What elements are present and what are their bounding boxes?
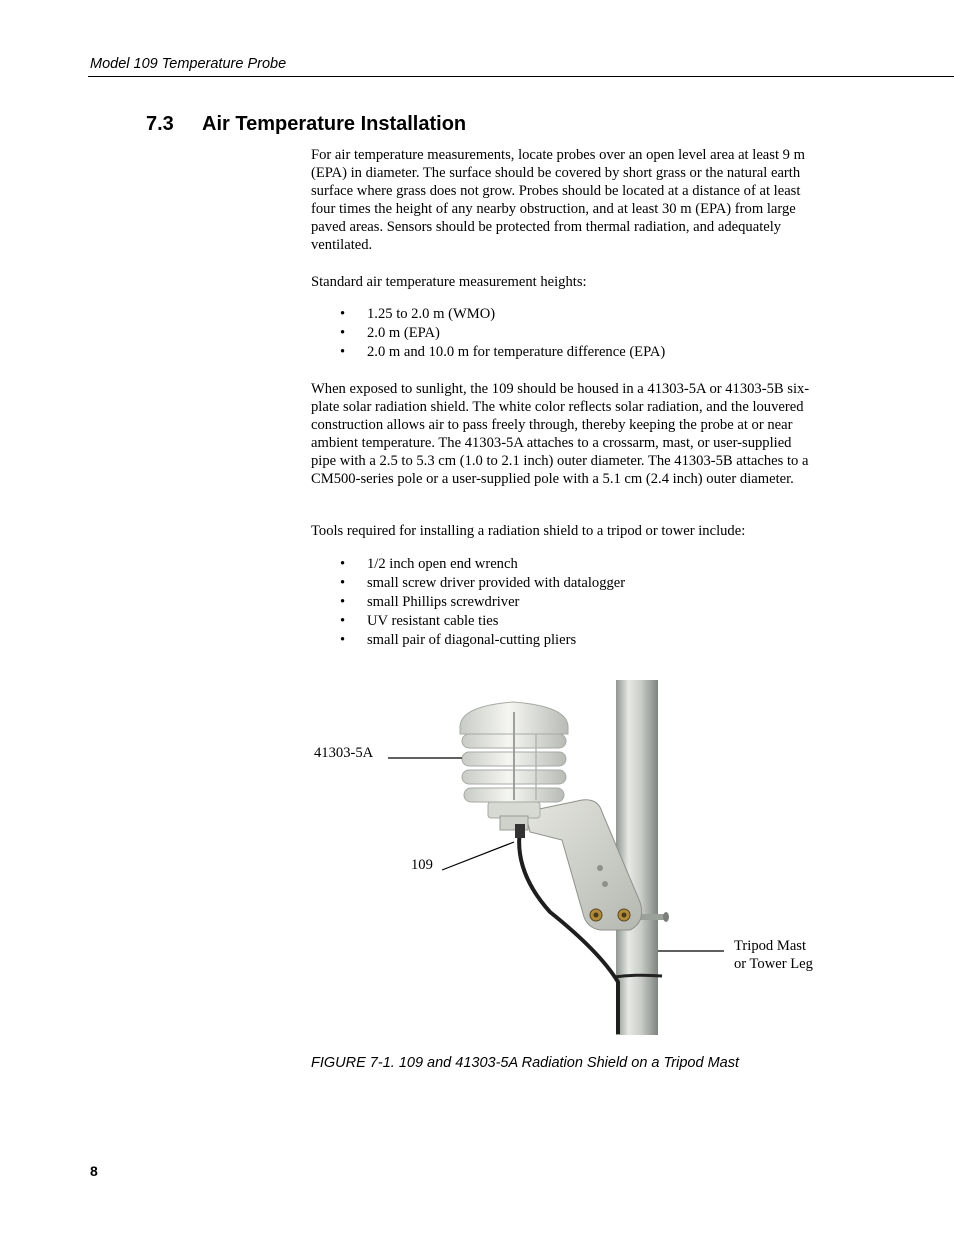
cable-tie <box>614 975 662 977</box>
probe-connector <box>515 824 525 838</box>
section-title: Air Temperature Installation <box>202 113 467 135</box>
list-item: • 1.25 to 2.0 m (WMO) <box>340 306 496 322</box>
list-item: • small Phillips screwdriver <box>340 594 520 610</box>
callout-mast <box>734 937 813 973</box>
paragraph-site-selection: For air temperature measurements, locate probes over an open level area at least 9 m (EPA) in diameter. The surface should be covered by short grass or the natural earth surface where grass does not grow. Probes should be located at a distance of at least four times the height of any nearby obstruction, and at least 30 m (EPA) from large paved areas. Sensors should be protected from thermal radiation, and adequately ventilated. <box>311 147 805 253</box>
list-item: • small screw driver provided with datalogger <box>340 575 626 591</box>
figure-caption: FIGURE 7-1. 109 and 41303-5A Radiation Shield on a Tripod Mast <box>311 1055 739 1071</box>
bullet-icon: • <box>340 632 346 648</box>
bullet-icon: • <box>340 556 346 572</box>
bullet-icon: • <box>340 613 346 629</box>
bullet-icon: • <box>340 344 346 360</box>
paragraph-heights-intro: Standard air temperature measurement heights: <box>311 274 587 290</box>
bullet-icon: • <box>340 325 346 341</box>
running-header: Model 109 Temperature Probe <box>90 56 287 72</box>
callout-probe: 109 <box>411 857 433 873</box>
list-item: • 1/2 inch open end wrench <box>340 556 518 572</box>
callout-shield: 41303-5A <box>314 745 374 761</box>
header-rule <box>88 76 954 77</box>
shield-on-mast-illustration <box>300 672 860 1042</box>
list-item: • 2.0 m (EPA) <box>340 325 440 341</box>
callout-mast-line1: Tripod Mast <box>734 938 807 954</box>
list-item: • 2.0 m and 10.0 m for temperature difference (EPA) <box>340 344 666 360</box>
tripod-mast <box>616 680 658 1035</box>
section-number: 7.3 <box>146 113 174 135</box>
paragraph-radiation-shield: When exposed to sunlight, the 109 should be housed in a 41303-5A or 41303-5B six-plate solar radiation shield. The white color reflects solar radiation, and the louvered construction allows air to pass freely through, thereby keeping the probe at or near ambient temperature. The 41303-5A attaches to a crossarm, mast, or user-supplied pipe with a 2.5 to 5.3 cm (1.0 to 2.1 inch) outer diameter. The 41303-5B attaches to a CM500-series pole or a user-supplied pole with a 5.1 cm (2.4 inch) outer diameter. <box>311 381 810 487</box>
section-heading <box>146 113 466 136</box>
heights-list <box>340 305 665 362</box>
page-number: 8 <box>90 1163 98 1179</box>
callout-mast-line2: or Tower Leg <box>734 956 813 972</box>
list-item: • small pair of diagonal-cutting pliers <box>340 632 577 648</box>
leader-line-probe <box>442 842 514 870</box>
list-item: • UV resistant cable ties <box>340 613 499 629</box>
figure-radiation-shield <box>300 672 860 1042</box>
bullet-icon: • <box>340 594 346 610</box>
paragraph-tools-intro: Tools required for installing a radiation shield to a tripod or tower include: <box>311 523 746 539</box>
bullet-icon: • <box>340 306 346 322</box>
bullet-icon: • <box>340 575 346 591</box>
tools-list <box>340 555 625 650</box>
